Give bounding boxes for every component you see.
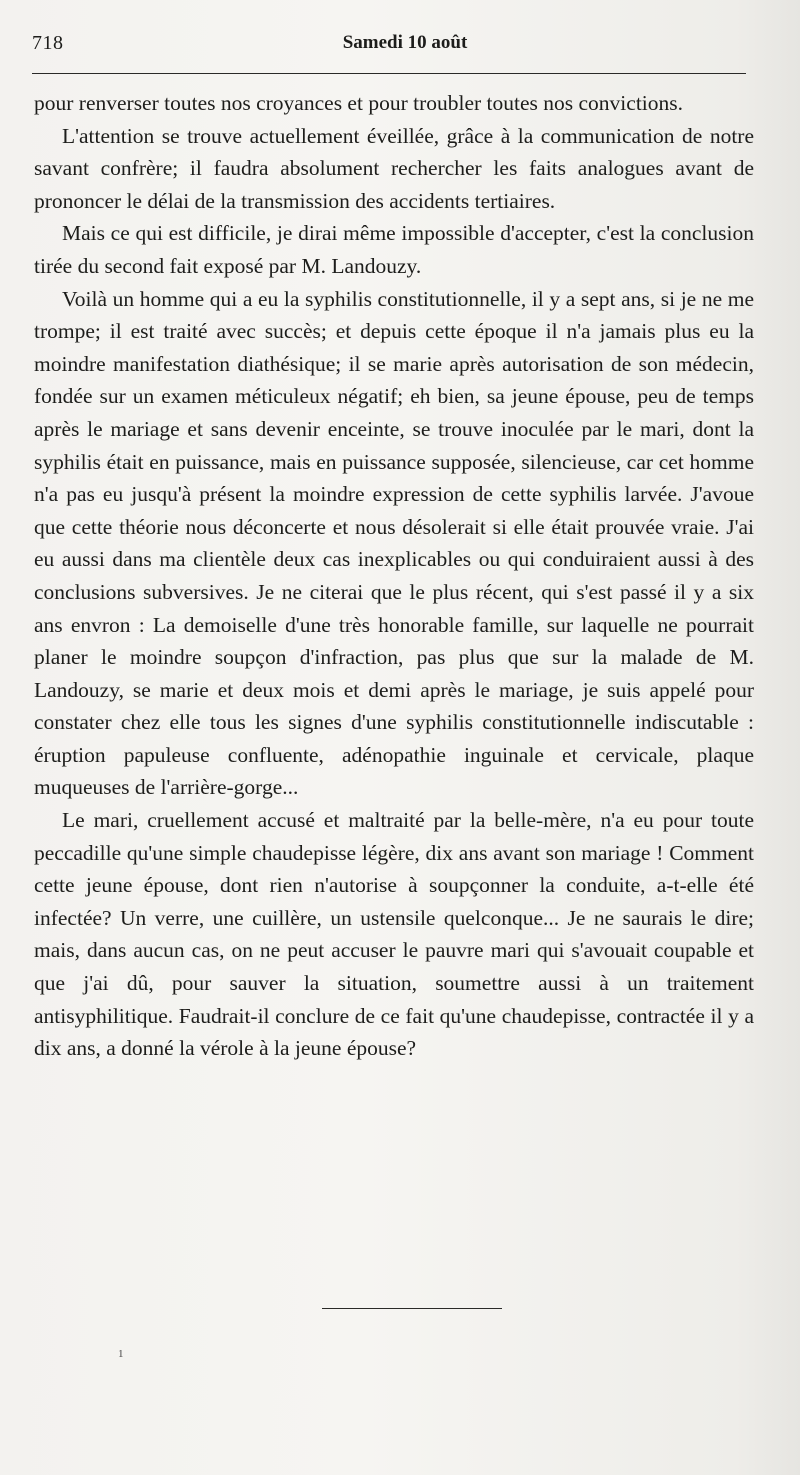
paragraph-husband: Le mari, cruellement accusé et maltraité par la belle-mère, n'a eu pour toute peccadille qu'une simple chaudepisse légère, dix ans avant son mariage ! Comment cette jeune épouse, dont rien n'autorise à soupçonner la conduite, a-t-elle été infectée? Un verre, une cuillère, un ustensile quelconque... Je ne saurais le dire; mais, dans aucun cas, on ne peut accuser le pauvre mari qui s'avouait coupable et que j'ai dû, pour sauver la situation, soumettre aussi à un traitement antisyphilitique. Faudrait-il conclure de ce fait qu'une chaudepisse, contractée il y a dix ans, a donné la vérole à la jeune épouse? xyxy=(34,808,754,1061)
paragraph-difficulty: Mais ce qui est difficile, je dirai même impossible d'accepter, c'est la conclusion tirée du second fait exposé par M. Landouzy. xyxy=(34,221,754,278)
paragraph-continuation: pour renverser toutes nos croyances et pour troubler toutes nos convictions. xyxy=(34,91,684,115)
body-text xyxy=(34,87,754,1065)
page-number: 718 xyxy=(32,32,64,54)
paragraph-case-description: Voilà un homme qui a eu la syphilis constitutionnelle, il y a sept ans, si je ne me trompe; il est traité avec succès; et depuis cette époque il n'a jamais plus eu la moindre manifestation diathésique; il se marie après autorisation de son médecin, fondée sur un examen méticuleux négatif; eh bien, sa jeune épouse, peu de temps après le mariage et sans devenir enceinte, se trouve inoculée par le mari, dont la syphilis était en puissance, mais en puissance supposée, silencieuse, car cet homme n'a pas eu jusqu'à présent la moindre expression de cette syphilis larvée. J'avoue que cette théorie nous déconcerte et nous désolerait si elle était prouvée vraie. J'ai eu aussi dans ma clientèle deux cas inexplicables ou qui conduiraient aussi à des conclusions subversives. Je ne citerai que le plus récent, qui s'est passé il y a six ans envron : La demoiselle d'une très honorable famille, sur laquelle ne pourrait planer le moindre soupçon d'infraction, pas plus que sur la malade de M. Landouzy, se marie et deux mois et demi après le mariage, je suis appelé pour constater chez elle tous les signes d'une syphilis constitutionnelle indiscutable : éruption papuleuse confluente, adénopathie inguinale et cervicale, plaque muqueuses de l'arrière-gorge... xyxy=(34,286,754,800)
footer-mark: 1 xyxy=(118,1348,124,1360)
end-rule xyxy=(322,1308,502,1309)
running-head: Samedi 10 août xyxy=(342,32,468,53)
header-rule xyxy=(32,73,746,74)
page-header xyxy=(32,32,748,66)
paragraph-attention: L'attention se trouve actuellement éveillée, grâce à la communication de notre savant confrère; il faudra absolument rechercher les faits analogues avant de prononcer le délai de la transmission des accidents tertiaires. xyxy=(34,123,754,213)
